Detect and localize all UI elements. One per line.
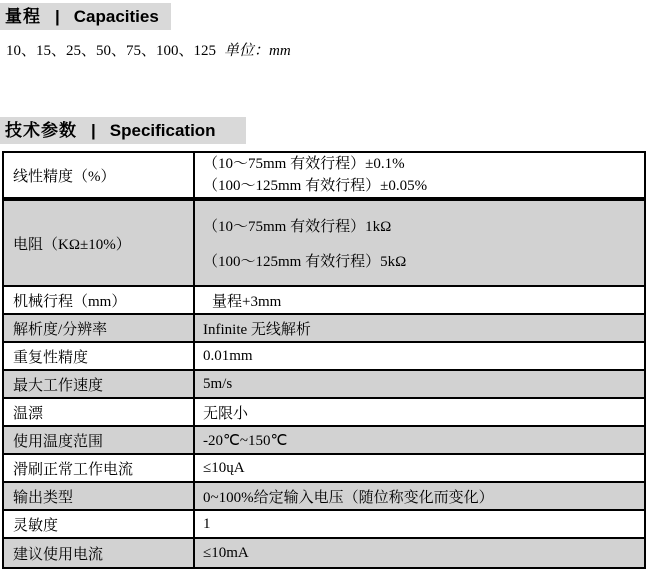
- table-row-mechanical-travel: [4, 287, 644, 315]
- spec-value-line: （100～125mm 有效行程）±0.05%: [203, 178, 428, 194]
- spec-value-line: （100～125mm 有效行程）5kΩ: [203, 254, 407, 270]
- spec-value: [195, 427, 644, 453]
- spec-value-line: 1: [203, 515, 211, 532]
- spec-value-line: 量程+3mm: [212, 293, 282, 310]
- spec-label: 解析度/分辨率: [4, 315, 195, 341]
- capacities-section-header: [0, 3, 171, 30]
- spec-label: 输出类型: [4, 483, 195, 509]
- spec-value: [195, 399, 644, 425]
- spec-value-line: -20℃~150℃: [203, 432, 288, 449]
- spec-label: 重复性精度: [4, 343, 195, 369]
- spec-value: [195, 511, 644, 537]
- spec-label: 使用温度范围: [4, 427, 195, 453]
- spec-value: [195, 539, 644, 567]
- spec-value-line: 无限小: [203, 405, 249, 422]
- spec-label: 电阻（KΩ±10%）: [4, 201, 195, 285]
- spec-label: 最大工作速度: [4, 371, 195, 397]
- spec-value: [195, 455, 644, 481]
- table-row-linearity: [4, 153, 644, 201]
- table-row-resistance: [4, 201, 644, 287]
- spec-value: [195, 287, 644, 313]
- spec-value-line: 0.01mm: [203, 347, 253, 364]
- spec-value: [195, 153, 644, 197]
- spec-value-line: Infinite 无线解析: [203, 321, 311, 338]
- spec-value: [195, 343, 644, 369]
- capacities-values-line: [6, 39, 648, 60]
- spec-label: 灵敏度: [4, 511, 195, 537]
- header-divider: |: [55, 7, 60, 26]
- spec-value: [195, 201, 644, 285]
- specification-table: [2, 151, 646, 569]
- spec-label: 温漂: [4, 399, 195, 425]
- table-row-recommended-current: [4, 539, 644, 567]
- spec-value-line: ≤10mA: [203, 544, 249, 561]
- table-row-repeatability: [4, 343, 644, 371]
- specification-title-zh: 技术参数: [5, 121, 77, 140]
- table-row-temperature-drift: [4, 399, 644, 427]
- spec-value-line: 5m/s: [203, 375, 233, 392]
- capacities-title-zh: 量程: [5, 7, 41, 26]
- table-row-wiper-current: [4, 455, 644, 483]
- spec-value-line: ≤10ųA: [203, 459, 245, 476]
- spec-value-line: 0~100%给定输入电压（随位称变化而变化）: [203, 489, 494, 506]
- capacities-title-en: Capacities: [73, 7, 159, 26]
- spec-value-line: （10～75mm 有效行程）1kΩ: [203, 219, 392, 235]
- spec-value-line: （10～75mm 有效行程）±0.1%: [203, 156, 405, 172]
- spec-value: [195, 315, 644, 341]
- spec-label: 滑刷正常工作电流: [4, 455, 195, 481]
- table-row-sensitivity: [4, 511, 644, 539]
- spec-label: 线性精度（%）: [4, 153, 195, 197]
- capacities-unit-note: 单位：mm: [224, 43, 291, 59]
- table-row-resolution: [4, 315, 644, 343]
- specification-title-en: Specification: [109, 121, 216, 140]
- header-divider: |: [91, 121, 96, 140]
- spec-label: 机械行程（mm）: [4, 287, 195, 313]
- capacities-values: 10、15、25、50、75、100、125: [6, 43, 217, 59]
- table-row-max-speed: [4, 371, 644, 399]
- table-row-output-type: [4, 483, 644, 511]
- specification-section-header: [0, 117, 246, 144]
- table-row-operating-temperature: [4, 427, 644, 455]
- spec-value: [195, 371, 644, 397]
- spec-label: 建议使用电流: [4, 539, 195, 567]
- spec-value: [195, 483, 644, 509]
